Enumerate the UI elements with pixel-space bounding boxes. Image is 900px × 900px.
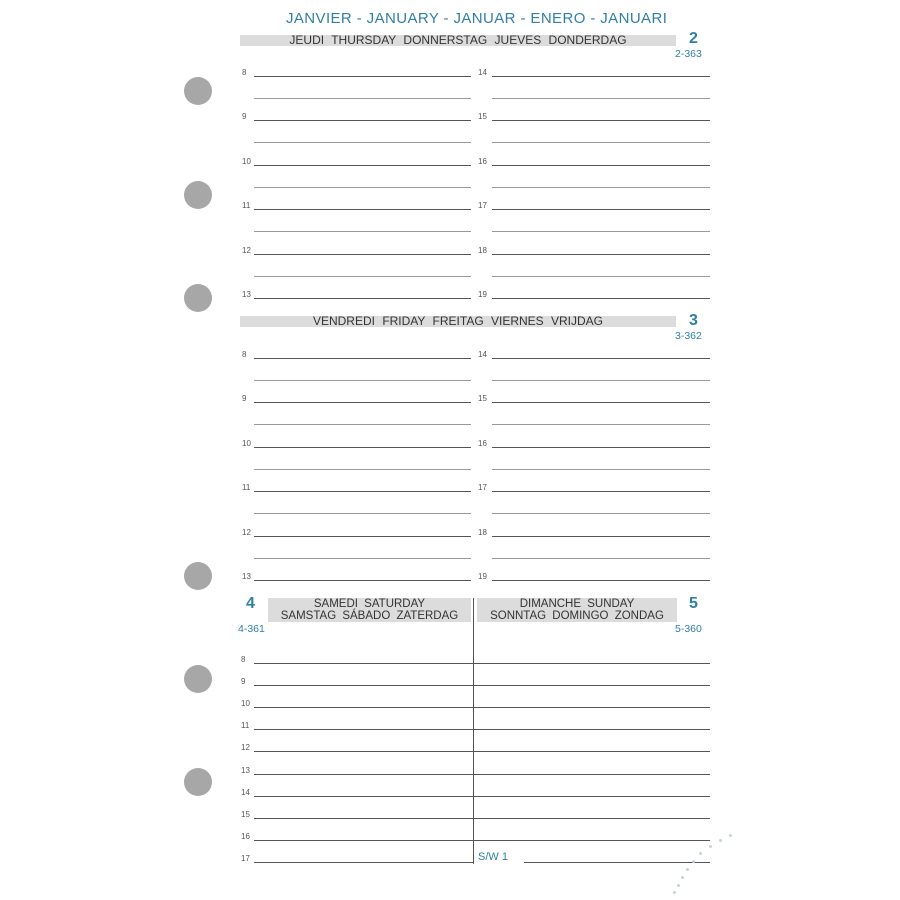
decorative-dot (673, 891, 676, 894)
hour-label: 19 (478, 290, 487, 299)
hour-line (474, 663, 710, 664)
hour-line (474, 685, 710, 686)
hour-label: 12 (241, 743, 250, 752)
hour-label: 14 (478, 350, 487, 359)
hour-line (254, 402, 471, 403)
hour-line (254, 751, 473, 752)
hour-line (474, 751, 710, 752)
hour-line (254, 298, 471, 299)
half-hour-line (254, 424, 471, 425)
punch-hole (184, 562, 212, 590)
decorative-dot (677, 884, 680, 887)
hour-line (254, 862, 473, 863)
hour-label: 11 (242, 201, 251, 210)
sunday-line-2: SONNTAG DOMINGO ZONDAG (490, 610, 664, 622)
hour-label: 13 (242, 290, 251, 299)
hour-label: 13 (241, 766, 250, 775)
day-code-friday: 3-362 (675, 330, 702, 342)
decorative-dot (729, 834, 732, 837)
day-header-saturday (268, 598, 471, 622)
sunday-line-1: DIMANCHE SUNDAY (519, 598, 635, 610)
hour-label: 14 (478, 68, 487, 77)
hour-label: 10 (242, 157, 251, 166)
hour-line (254, 685, 473, 686)
day-number-friday: 3 (689, 312, 698, 329)
hour-line (254, 840, 473, 841)
hour-line (254, 165, 471, 166)
hour-label: 19 (478, 572, 487, 581)
hour-line (254, 796, 473, 797)
hour-label: 17 (478, 201, 487, 210)
half-hour-line (254, 231, 471, 232)
hour-line (254, 120, 471, 121)
half-hour-line (492, 469, 710, 470)
saturday-line-1: SAMEDI SATURDAY (313, 598, 426, 610)
hour-line (254, 536, 471, 537)
hour-line (492, 120, 710, 121)
hour-line (254, 580, 471, 581)
week-number-label: S/W 1 (478, 851, 508, 863)
punch-hole (184, 181, 212, 209)
hour-label: 18 (478, 246, 487, 255)
hour-line (492, 491, 710, 492)
hour-line (254, 254, 471, 255)
weekend-divider (473, 598, 474, 864)
decorative-dot (681, 876, 684, 879)
half-hour-line (492, 424, 710, 425)
hour-line (474, 729, 710, 730)
hour-line (254, 818, 473, 819)
hour-label: 10 (242, 439, 251, 448)
hour-line (492, 209, 710, 210)
day-header-thursday: JEUDI THURSDAY DONNERSTAG JUEVES DONDERDAG (240, 35, 676, 46)
hour-line (254, 447, 471, 448)
saturday-line-2: SAMSTAG SÁBADO ZATERDAG (280, 610, 459, 622)
day-code-saturday: 4-361 (238, 623, 265, 635)
day-number-sunday: 5 (689, 595, 698, 612)
hour-label: 9 (242, 394, 247, 403)
month-title: JANVIER - JANUARY - JANUAR - ENERO - JANUARI (286, 10, 668, 27)
day-header-sunday (477, 598, 677, 622)
hour-label: 9 (242, 112, 247, 121)
half-hour-line (492, 187, 710, 188)
hour-label: 11 (241, 721, 250, 730)
hour-line (492, 165, 710, 166)
hour-line (474, 796, 710, 797)
half-hour-line (254, 187, 471, 188)
hour-line (254, 774, 473, 775)
half-hour-line (254, 558, 471, 559)
half-hour-line (492, 558, 710, 559)
hour-line (254, 76, 471, 77)
hour-label: 17 (478, 483, 487, 492)
hour-line (254, 729, 473, 730)
hour-label: 8 (242, 350, 247, 359)
decorative-dot (699, 852, 702, 855)
half-hour-line (254, 98, 471, 99)
half-hour-line (254, 142, 471, 143)
half-hour-line (492, 276, 710, 277)
hour-label: 11 (242, 483, 251, 492)
hour-label: 18 (478, 528, 487, 537)
decorative-dot (719, 839, 722, 842)
hour-label: 15 (241, 810, 250, 819)
hour-line (492, 402, 710, 403)
hour-line (492, 447, 710, 448)
hour-label: 16 (241, 832, 250, 841)
half-hour-line (492, 513, 710, 514)
hour-line (254, 663, 473, 664)
hour-line (492, 254, 710, 255)
hour-label: 12 (242, 528, 251, 537)
hour-label: 15 (478, 112, 487, 121)
hour-label: 12 (242, 246, 251, 255)
day-number-saturday: 4 (246, 595, 255, 612)
punch-hole (184, 77, 212, 105)
decorative-dot (709, 845, 712, 848)
day-code-sunday: 5-360 (675, 623, 702, 635)
hour-line (492, 580, 710, 581)
hour-label: 9 (241, 677, 246, 686)
day-code-thursday: 2-363 (675, 48, 702, 60)
hour-line (254, 209, 471, 210)
half-hour-line (492, 142, 710, 143)
half-hour-line (254, 276, 471, 277)
half-hour-line (492, 98, 710, 99)
punch-hole (184, 665, 212, 693)
hour-label: 16 (478, 439, 487, 448)
decorative-dot (692, 860, 695, 863)
punch-hole (184, 768, 212, 796)
half-hour-line (254, 380, 471, 381)
day-header-friday: VENDREDI FRIDAY FREITAG VIERNES VRIJDAG (240, 316, 676, 327)
hour-label: 10 (241, 699, 250, 708)
hour-line (474, 818, 710, 819)
hour-label: 8 (242, 68, 247, 77)
hour-line (524, 862, 710, 863)
hour-label: 16 (478, 157, 487, 166)
hour-line (474, 707, 710, 708)
half-hour-line (492, 380, 710, 381)
hour-line (492, 298, 710, 299)
hour-line (492, 76, 710, 77)
hour-line (474, 774, 710, 775)
hour-line (492, 358, 710, 359)
day-number-thursday: 2 (689, 30, 698, 47)
hour-label: 17 (241, 854, 250, 863)
hour-label: 14 (241, 788, 250, 797)
hour-line (254, 358, 471, 359)
punch-hole (184, 284, 212, 312)
hour-line (492, 536, 710, 537)
hour-label: 13 (242, 572, 251, 581)
hour-line (474, 840, 710, 841)
half-hour-line (254, 513, 471, 514)
hour-line (254, 491, 471, 492)
hour-label: 15 (478, 394, 487, 403)
hour-line (254, 707, 473, 708)
decorative-dot (686, 868, 689, 871)
half-hour-line (492, 231, 710, 232)
half-hour-line (254, 469, 471, 470)
hour-label: 8 (241, 655, 246, 664)
